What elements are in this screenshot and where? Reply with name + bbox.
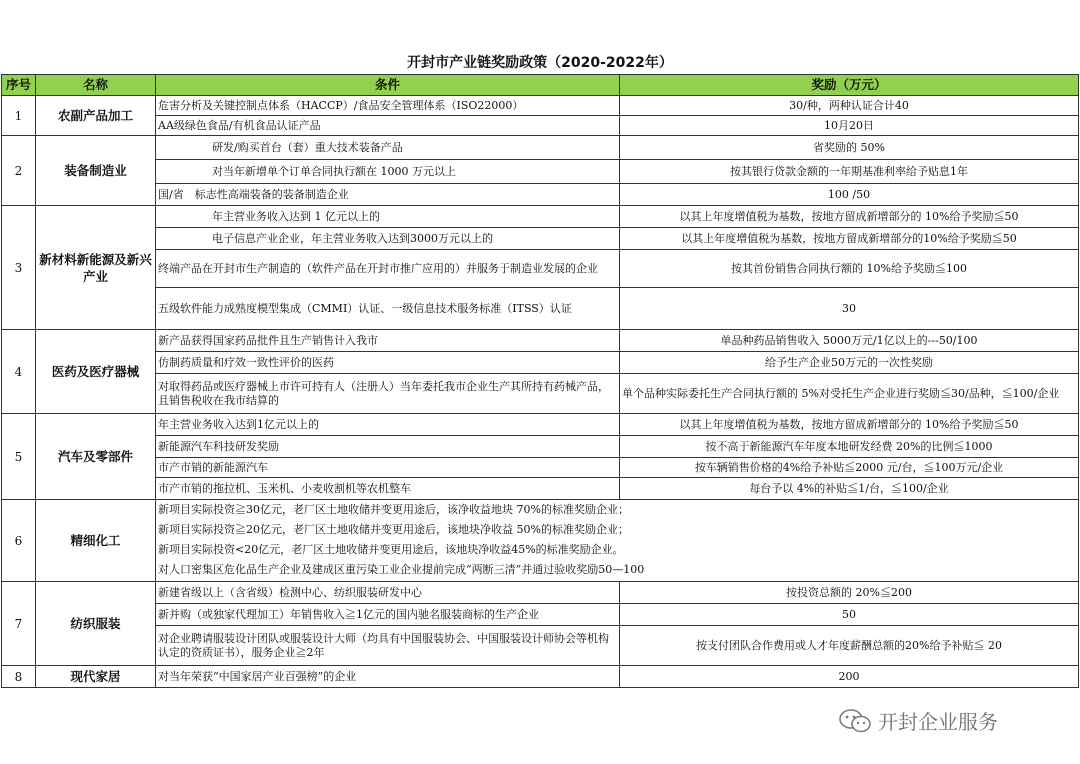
condition-cell: 新建省级以上（含省级）检测中心、纺织服装研发中心 <box>156 582 620 604</box>
table-row <box>2 626 1079 666</box>
condition-cell: 对当年新增单个订单合同执行额在 1000 万元以上 <box>156 160 620 184</box>
table-row <box>2 436 1079 458</box>
table-row <box>2 560 1079 582</box>
reward-cell: 省奖励的 50% <box>620 136 1079 160</box>
reward-cell: 单个品种实际委托生产合同执行额的 5%对受托生产企业进行奖励≦30/品种，≦100/企业 <box>620 374 1079 414</box>
reward-cell: 以其上年度增值税为基数，按地方留成新增部分的 10%给予奖励≦50 <box>620 414 1079 436</box>
condition-cell: 新项目实际投资≧30亿元，老厂区土地收储并变更用途后，该净收益地块 70%的标准奖励企业； <box>156 500 1079 520</box>
header-condition: 条件 <box>156 75 620 96</box>
table-row <box>2 540 1079 560</box>
reward-cell: 30 <box>620 288 1079 330</box>
condition-cell: 危害分析及关键控制点体系（HACCP）/食品安全管理体系（ISO22000） <box>156 96 620 116</box>
industry-name: 纺织服装 <box>36 582 156 666</box>
table-row <box>2 206 1079 228</box>
row-number: 8 <box>2 666 36 688</box>
condition-cell: 终端产品在开封市生产制造的（软件产品在开封市推广应用的）并服务于制造业发展的企业 <box>156 250 620 288</box>
condition-cell: 仿制药质量和疗效一致性评价的医药 <box>156 352 620 374</box>
condition-cell: 五级软件能力成熟度模型集成（CMMI）认证、一级信息技术服务标准（ITSS）认证 <box>156 288 620 330</box>
table-row <box>2 520 1079 540</box>
header-reward: 奖励（万元） <box>620 75 1079 96</box>
condition-cell: 对人口密集区危化品生产企业及建成区重污染工业企业提前完成“两断三清”并通过验收奖励50—100 <box>156 560 1079 582</box>
reward-cell: 50 <box>620 604 1079 626</box>
reward-cell: 单品种药品销售收入 5000万元/1亿以上的---50/100 <box>620 330 1079 352</box>
header-no: 序号 <box>2 75 36 96</box>
reward-cell: 10月20日 <box>620 116 1079 136</box>
industry-name: 装备制造业 <box>36 136 156 206</box>
condition-cell: 新项目实际投资<20亿元，老厂区土地收储并变更用途后，该地块净收益45%的标准奖励企业。 <box>156 540 1079 560</box>
condition-cell: 研发/购买首台（套）重大技术装备产品 <box>156 136 620 160</box>
wechat-icon <box>838 708 872 734</box>
reward-cell: 以其上年度增值税为基数，按地方留成新增部分的 10%给予奖励≦50 <box>620 206 1079 228</box>
watermark-text: 开封企业服务 <box>878 710 998 734</box>
condition-cell: 新项目实际投资≧20亿元，老厂区土地收储并变更用途后，该地块净收益 50%的标准奖励企业； <box>156 520 1079 540</box>
table-row <box>2 666 1079 688</box>
table-row <box>2 250 1079 288</box>
condition-cell: AA级绿色食品/有机食品认证产品 <box>156 116 620 136</box>
table-row <box>2 330 1079 352</box>
reward-cell: 200 <box>620 666 1079 688</box>
condition-cell: 新并购（或独家代理加工）年销售收入≧1亿元的国内驰名服装商标的生产企业 <box>156 604 620 626</box>
reward-cell: 按其首份销售合同执行额的 10%给予奖励≦100 <box>620 250 1079 288</box>
header-name: 名称 <box>36 75 156 96</box>
condition-cell: 对企业聘请服装设计团队或服装设计大师（均具有中国服装协会、中国服装设计师协会等机构认定的资质证书），服务企业≧2年 <box>156 626 620 666</box>
industry-name: 汽车及零部件 <box>36 414 156 500</box>
row-number: 3 <box>2 206 36 330</box>
condition-cell: 对取得药品或医疗器械上市许可持有人（注册人）当年委托我市企业生产其所持有药械产品，且销售税收在我市结算的 <box>156 374 620 414</box>
reward-cell: 按其银行贷款金额的一年期基准利率给予贴息1年 <box>620 160 1079 184</box>
table-row <box>2 458 1079 478</box>
industry-name: 医药及医疗器械 <box>36 330 156 414</box>
table-row <box>2 96 1079 116</box>
industry-name: 新材料新能源及新兴产业 <box>36 206 156 330</box>
reward-cell: 30/种，两种认证合计40 <box>620 96 1079 116</box>
row-number: 6 <box>2 500 36 582</box>
industry-name: 现代家居 <box>36 666 156 688</box>
table-row <box>2 228 1079 250</box>
reward-cell: 按不高于新能源汽车年度本地研发经费 20%的比例≦1000 <box>620 436 1079 458</box>
page-title: 开封市产业链奖励政策（2020-2022年） <box>407 55 673 71</box>
table-row <box>2 500 1079 520</box>
row-number: 2 <box>2 136 36 206</box>
table-row <box>2 374 1079 414</box>
table-row <box>2 414 1079 436</box>
reward-cell: 按车辆销售价格的4%给予补贴≦2000 元/台，≦100万元/企业 <box>620 458 1079 478</box>
reward-cell: 100 /50 <box>620 184 1079 206</box>
condition-cell: 国/省 标志性高端装备的装备制造企业 <box>156 184 620 206</box>
table-row <box>2 288 1079 330</box>
table-row <box>2 116 1079 136</box>
reward-cell: 以其上年度增值税为基数，按地方留成新增部分的10%给予奖励≦50 <box>620 228 1079 250</box>
reward-cell: 按投资总额的 20%≦200 <box>620 582 1079 604</box>
table-row <box>2 184 1079 206</box>
table-row <box>2 136 1079 160</box>
table-header-row <box>2 75 1079 96</box>
row-number: 4 <box>2 330 36 414</box>
table-row <box>2 582 1079 604</box>
industry-name: 农副产品加工 <box>36 96 156 136</box>
policy-table <box>1 74 1079 688</box>
row-number: 1 <box>2 96 36 136</box>
condition-cell: 年主营业务收入达到 1 亿元以上的 <box>156 206 620 228</box>
condition-cell: 对当年荣获“中国家居产业百强榜”的企业 <box>156 666 620 688</box>
reward-cell: 按支付团队合作费用或人才年度薪酬总额的20%给予补贴≦ 20 <box>620 626 1079 666</box>
condition-cell: 年主营业务收入达到1亿元以上的 <box>156 414 620 436</box>
watermark <box>838 706 998 735</box>
row-number: 7 <box>2 582 36 666</box>
row-number: 5 <box>2 414 36 500</box>
reward-cell: 给予生产企业50万元的一次性奖励 <box>620 352 1079 374</box>
industry-name: 精细化工 <box>36 500 156 582</box>
table-row <box>2 160 1079 184</box>
reward-cell: 每台予以 4%的补贴≦1/台，≦100/企业 <box>620 478 1079 500</box>
condition-cell: 新能源汽车科技研发奖励 <box>156 436 620 458</box>
table-row <box>2 604 1079 626</box>
condition-cell: 市产市销的新能源汽车 <box>156 458 620 478</box>
table-row <box>2 352 1079 374</box>
condition-cell: 新产品获得国家药品批件且生产销售计入我市 <box>156 330 620 352</box>
condition-cell: 市产市销的拖拉机、玉米机、小麦收割机等农机整车 <box>156 478 620 500</box>
condition-cell: 电子信息产业企业，年主营业务收入达到3000万元以上的 <box>156 228 620 250</box>
table-row <box>2 478 1079 500</box>
